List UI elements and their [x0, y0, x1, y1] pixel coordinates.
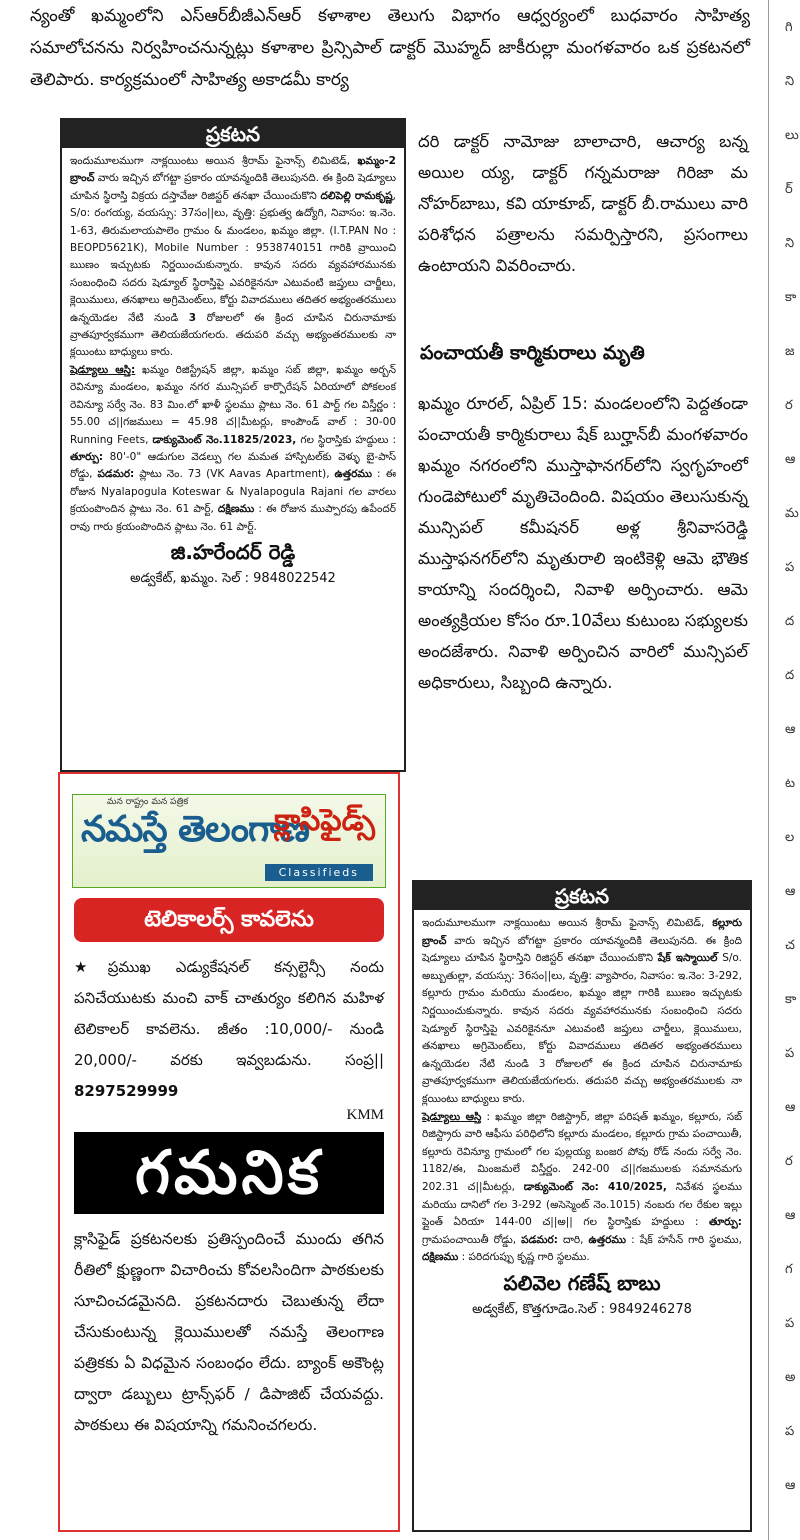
strip-glyph: ర్ — [785, 182, 793, 197]
branch-name: కల్లూరు బ్రాంచ్ — [422, 917, 742, 947]
strip-glyph: ని — [785, 74, 795, 89]
namasthe-telangana-logo: మన రాష్ట్రం మన పత్రిక నమస్తే తెలంగాణ క్లాసిఫైడ్స్ Classifieds — [72, 794, 386, 888]
strip-glyph: చ — [785, 938, 795, 953]
strip-glyph: ర — [785, 398, 793, 413]
strip-glyph: ఆ — [785, 452, 796, 467]
strip-glyph: ఆ — [785, 722, 796, 737]
strip-glyph: ప — [785, 560, 795, 575]
strip-glyph: ద — [785, 668, 795, 683]
notice-body: ఇందుమూలముగా నాక్లయింటు అయిన శ్రీరామ్ ఫైనాన్స్ లిమిటెడ్, ఖమ్మం-2 బ్రాంచ్ వారు ఇచ్చిన బోగట్టా ప్రకారం యావన్మందికి తెలుపునది. ఈ క్రింది షెడ్యూలు చూపిన స్థిరాస్తి విక్రయ దస్తావేజు రిజిస్టర్ తనఖా చేయించుకొని దలిపెల్లి రామకృష్ణ, S/o: రంగయ్య, వయస్సు: 37సం||లు, వృత్తి: ప్రభుత్వ ఉద్యోగి, నివాసం: ఇ.నెం. 1-63, తిరుమలాయపాలెం గ్రామం & మండలం, ఖమ్మం జిల్లా. (I.T.PAN No : BEOPD5621K), Mobile Number : 9538740151 గారికి వ్రాయించి ఋణం ఇచ్చుటకు నిర్ణయించుకున్నారు. కావున సదరు వ్యవహారమునకు సంబంధించి సదరు షెడ్యూల్ స్థిరాస్తిపై ఎవరికైననూ ఎటువంటి జప్తులు చార్జీలు, క్లెయిములు, తనఖాలు అగ్రిమెంట్‌లు, కోర్టు వివాదములు తదితర అభ్యంతరములు ఉన్నయెడల నేటి నుండి 3 రోజులలో ఈ క్రింద చూపిన చిరునామాకు వ్రాతపూర్వకముగా తెలియజేయగలరు. తదుపరి వచ్చు అభ్యంతరములకు నా క్లయింటు బాధ్యులు కారు. షెడ్యూలు ఆస్తి: ఖమ్మం రిజిస్ట్రేషన్ జిల్లా, ఖమ్మం సబ్ జిల్లా, ఖమ్మం అర్బన్ రెవిన్యూ మండలం, ఖమ్మం నగర మున్సిపల్ కార్పొరేషన్ ఏరియాలో పోకలంక రెవిన్యూ సర్వే నెం. 83 మిం.లో ఖాళీ స్థలము ప్లాటు నెం. 61 పార్ట్ గల విస్తీర్ణం : 55.00 చ||గజములు = 45.98 చ||మీటర్లు, కాంపౌండ్ వాల్ : 30-00 Running Feets, డాక్యుమెంట్ నెం.11825/2023, గల స్థిరాస్తికు హద్దులు : తూర్పు: 80'-0" ఆడుగుల వెడల్పు గల మమత హాస్పిటల్‌కు వెళ్ళు బై-పాస్ రోడ్డు, పడమర: ప్లాటు నెం. 73 (VK Aavas Apartment), ఉత్తరము : ఈ రోజున Nyalapogula Koteswar & Nyalapogula Rajani గల వారలు క్రయంపొందిన ప్లాటు నెం. 61 పార్ట్, దక్షిణము : ఈ రోజున ముప్పారపు ఉపేందర్ రావు గారు క్రయంపొందిన ప్లాటు నెం. 61 పార్ట్. — [70, 155, 396, 533]
strip-glyph: ప — [785, 1316, 795, 1331]
strip-glyph: ఆ — [785, 1478, 796, 1493]
strip-glyph: మ — [785, 506, 799, 521]
strip-glyph: కా — [785, 290, 797, 305]
strip-glyph: అ — [785, 1370, 796, 1385]
gamanika-text: క్లాసిఫైడ్ ప్రకటనలకు ప్రతిస్పందించే ముందు తగిన రీతిలో క్షుణ్ణంగా విచారించు కోవలసిందిగా పాఠకులకు సూచించడమైనది. ప్రకటనదారు చెబుతున్న లేదా చేసుకుంటున్న క్లెయిములతో నమస్తే తెలంగాణ పత్రికకు ఏ విధమైన సంబంధం లేదు. బ్యాంక్ అకౌంట్ల ద్వారా డబ్బులు ట్రాన్స్‌ఫర్ / డిపాజిట్ చేయవద్దు. పాఠకులు ఈ విషయాన్ని గమనించగలరు. — [74, 1230, 384, 1434]
strip-glyph: కా — [785, 992, 797, 1007]
strip-glyph: ట — [785, 776, 796, 791]
death-article-headline: పంచాయతీ కార్మికురాలు మృతి — [420, 342, 645, 364]
strip-glyph: ద — [785, 614, 795, 629]
strip-glyph: గ — [785, 1262, 793, 1277]
notice-title: ప్రకటన — [62, 120, 404, 148]
advocate-signature: పలివెల గణేష్ బాబు — [503, 1270, 661, 1295]
telecallers-banner: టెలికాలర్స్ కావలెను — [74, 898, 384, 942]
strip-glyph: ప — [785, 1424, 795, 1439]
branch-name: ఖమ్మం-2 బ్రాంచ్ — [70, 155, 396, 185]
advocate-contact: అడ్వకేట్, ఖమ్మం. సెల్ : 9848022542 — [130, 570, 336, 586]
notice-box-1 — [60, 118, 406, 772]
notice-box-2 — [412, 880, 752, 1532]
adjacent-column-strip — [768, 0, 800, 1540]
strip-glyph: ప — [785, 1046, 795, 1061]
classified-ad-text: ★ప్రముఖ ఎడ్యుకేషనల్ కన్సల్టెన్సీ నందు పనిచేయుటకు మంచి వాక్ చాతుర్యం కలిగిన మహిళ టెలికాలర్ కావలెను. జీతం :10,000/- నుండి 20,000/- వరకు ఇవ్వబడును. సంప్ర|| 8297529999 — [74, 958, 384, 1100]
advocate-signature: జి.హరేందర్ రెడ్డి — [170, 539, 296, 564]
top-article-text: న్యంతో ఖమ్మంలోని ఎస్‌ఆర్‌బీజీఎన్‌ఆర్ కళాశాల తెలుగు విభాగం ఆధ్వర్యంలో బుధవారం సాహిత్య సమాలోచనను నిర్వహించనున్నట్లు కళాశాల ప్రిన్సిపాల్ డాక్టర్ మొహ్మద్ జాకీరుల్లా మంగళవారం ఒక ప్రకటనలో తెలిపారు. కార్యక్రమంలో సాహిత్య అకాడమీ కార్య — [30, 6, 750, 90]
ad-phone: 8297529999 — [74, 1082, 179, 1100]
schedule-label: షెడ్యూలు ఆస్తి — [422, 1110, 482, 1123]
strip-glyph: లు — [785, 128, 799, 143]
death-article-text: ఖమ్మం రూరల్, ఏప్రిల్ 15: మండలంలోని పెద్దతండా పంచాయతీ కార్మికురాలు షేక్ బుర్హాన్‌బీ మంగళవారం ఖమ్మం నగరంలోని ముస్తాఫానగర్‌లోని స్వగృహంలో గుండెపోటులో మృతిచెందింది. విషయం తెలుసుకున్న మున్సిపల్ కమీషనర్ అళ్ల శ్రీనివాసరెడ్డి ముస్తాఫనగర్‌లోని మృతురాలి ఇంటికెళ్లి ఆమె భౌతిక కాయాన్ని సందర్శించి, నివాళి అర్పించారు. ఆమె అంత్యక్రియల కోసం రూ.10వేలు కుటుంబ సభ్యులకు అందజేశారు. నివాళి అర్పించిన వారిలో మున్సిపల్ అధికారులు, సిబ్బంది ఉన్నారు. — [418, 394, 748, 692]
strip-glyph: ని — [785, 236, 795, 251]
ad-location-code: KMM — [346, 1107, 384, 1123]
strip-glyph: గి — [785, 20, 793, 35]
strip-glyph: ల — [785, 830, 795, 845]
borrower-name: షేక్ ఇస్మాయిల్ — [657, 952, 718, 965]
schedule-label: షెడ్యూలు ఆస్తి: — [70, 363, 136, 376]
advocate-contact: అడ్వకేట్, కొత్తగూడెం.సెల్ : 9849246278 — [472, 1301, 692, 1317]
notice-body: ఇందుమూలముగా నాక్లయింటు అయిన శ్రీరామ్ ఫైనాన్స్ లిమిటెడ్, కల్లూరు బ్రాంచ్ వారు ఇచ్చిన బోగట్టా ప్రకారం యావన్మందికి తెలుపునది. ఈ క్రింది షెడ్యూలు చూపిన స్థిరాస్తిని రిజిస్టర్ తనఖా చేయించుకొని షేక్ ఇస్మాయిల్ S/o. అబ్బుతుల్లా, వయస్సు: 36సం||లు, వృత్తి: వ్యాపారం, నివాసం: ఇ.నెం: 3-292, కల్లూరు గ్రామం మరియు మండలం, ఖమ్మం జిల్లా గారికి ఋణం ఇచ్చుటకు నిర్ణయించుకున్నారు. కావున సదరు వ్యవహారమునకు సంబంధించి సదరు షెడ్యూల్ స్థిరాస్తిపై ఎవరికైననూ ఎటువంటి జప్తులు చార్జీలు, క్లెయిములు, తనఖాలు అగ్రిమెంట్‌లు, కోర్టు వివాదములు తదితర అభ్యంతరములు ఉన్నయెడల నేటి నుండి 3 రోజులలో ఈ క్రింద చూపిన చిరునామాకు వ్రాతపూర్వకముగా తెలియజేయగలరు. తదుపరి వచ్చు అభ్యంతరములకు నా క్లయింటు బాధ్యులు కారు. షెడ్యూలు ఆస్తి : ఖమ్మం జిల్లా రిజిస్ట్రార్, జిల్లా పరిషత్ ఖమ్మం, కల్లూరు, సబ్ రిజిస్ట్రారు వారి ఆఫీసు పరిధిలోని కల్లూరు మండలం, కల్లూరు గ్రామ పంచాయితీ, కల్లూరు రెవిన్యూ గ్రామంలో గల పుల్లయ్య బంజర పోవు రోడ్ నందు సర్వే నెం. 1182/ఈ, మింజమలే విస్తీర్ణం. 242-00 చ||గజములకు సమానమగు 202.31 చ||మీటర్లు, డాక్యుమెంట్ నెం: 410/2025, నివేశన స్థలము మరియు దానిలో గల 3-292 (అసెస్మెంట్ నెం.1015) నంబరు గల రేకుల ఇల్లు ప్లైంత్ ఏరియా 144-00 చ||అ|| గల స్థిరాస్తికు హద్దులు : తూర్పు: గ్రామపంచాయితీ రోడ్డు, పడమర: దారి, ఉత్తరము : షేక్ హసేన్ గారి స్థలము, దక్షిణము : పరిదగుప్పు కృష్ణ గారి స్థలము. — [422, 917, 743, 1264]
strip-glyph: జ — [785, 344, 795, 359]
notice-title: ప్రకటన — [414, 882, 750, 910]
classifieds-box — [58, 772, 400, 1532]
strip-glyph: ఆ — [785, 1100, 796, 1115]
gamanika-title: గమనిక — [74, 1132, 384, 1214]
strip-glyph: ఆ — [785, 884, 796, 899]
strip-glyph: ర — [785, 1154, 793, 1169]
strip-glyph: ఆ — [785, 1208, 796, 1223]
borrower-name: దలిపెల్లి రామకృష్ణ — [320, 189, 393, 202]
article-continued-text: దరి డాక్టర్ నామోజు బాలాచారి, ఆచార్య బన్న అయిల య్య, డాక్టర్ గన్నమరాజు గిరిజా మ నోహర్‌బాబు, కవి యాకూబ్, డాక్టర్ బీ.రాములు వారి పరిశోధన పత్రాలను సమర్పిస్తారని, ప్రసంగాలు ఉంటాయని వివరించారు. — [418, 132, 748, 275]
